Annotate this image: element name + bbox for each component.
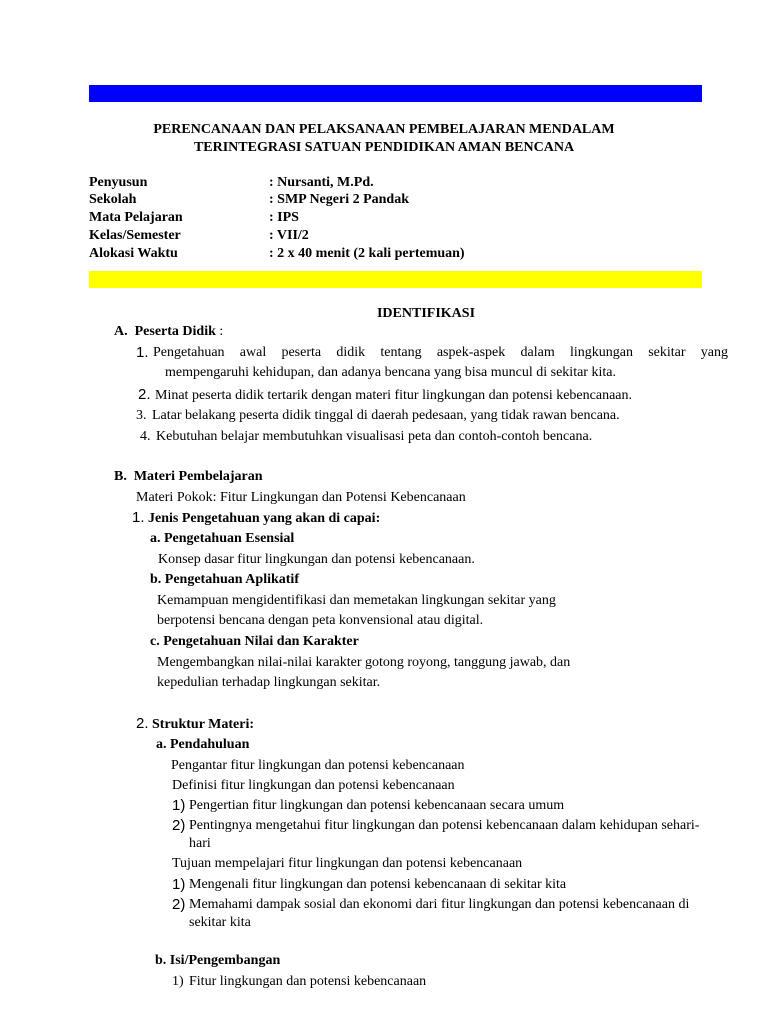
section-heading-identifikasi: IDENTIFIKASI — [376, 306, 476, 321]
list-number: 4. — [140, 429, 151, 444]
isi-title: b. Isi/Pengembangan — [155, 953, 281, 968]
list-number: 2) — [172, 817, 186, 834]
jenis-number: 1. — [132, 509, 145, 526]
aplikatif-text: berpotensi bencana dengan peta konvensional atau digital. — [157, 613, 484, 628]
section-a-heading — [114, 322, 223, 342]
list-item-text: Memahami dampak sosial dan ekonomi dari fitur lingkungan dan potensi kebencanaan di — [189, 897, 690, 912]
info-value-kelas: : VII/2 — [269, 228, 309, 243]
info-value-penyusun: : Nursanti, M.Pd. — [269, 175, 374, 190]
jenis-heading — [132, 508, 380, 529]
info-label-sekolah: Sekolah — [89, 192, 137, 207]
pengantar-text: Pengantar fitur lingkungan dan potensi kebencanaan — [171, 758, 465, 773]
tujuan-text: Tujuan mempelajari fitur lingkungan dan potensi kebencanaan — [172, 856, 523, 871]
list-item-text: Mengenali fitur lingkungan dan potensi kebencanaan di sekitar kita — [189, 877, 567, 892]
jenis-title: Jenis Pengetahuan yang akan di capai: — [148, 511, 381, 526]
list-item-text: mempengaruhi kehidupan, dan adanya bencana yang bisa muncul di sekitar kita. — [165, 365, 616, 380]
esensial-text: Konsep dasar fitur lingkungan dan potensi kebencanaan. — [158, 552, 475, 567]
info-value-mapel: : IPS — [269, 210, 299, 225]
list-item-text: Pengetahuan awal peserta didik tentang aspek-aspek dalam lingkungan sekitar yang — [153, 345, 728, 360]
info-value-alokasi: : 2 x 40 menit (2 kali pertemuan) — [269, 246, 465, 261]
section-a-marker: A. — [114, 324, 128, 339]
materi-pokok: Materi Pokok: Fitur Lingkungan dan Potensi Kebencanaan — [136, 490, 466, 505]
list-item-text: Fitur lingkungan dan potensi kebencanaan — [189, 974, 427, 989]
struktur-title: Struktur Materi: — [152, 717, 255, 732]
list-number: 2. — [138, 386, 151, 403]
esensial-title: a. Pengetahuan Esensial — [150, 531, 295, 546]
nilai-text: Mengembangkan nilai-nilai karakter gotong royong, tanggung jawab, dan — [157, 655, 571, 670]
info-label-alokasi: Alokasi Waktu — [89, 246, 178, 261]
section-a-colon: : — [215, 324, 224, 339]
document-title-line2: TERINTEGRASI SATUAN PENDIDIKAN AMAN BENCANA — [193, 140, 575, 155]
struktur-number: 2. — [136, 715, 149, 732]
list-number: 1) — [172, 797, 186, 814]
info-label-kelas: Kelas/Semester — [89, 228, 181, 243]
info-label-mapel: Mata Pelajaran — [89, 210, 183, 225]
document-title-line1: PERENCANAAN DAN PELAKSANAAN PEMBELAJARAN MENDALAM — [153, 122, 615, 137]
info-label-penyusun: Penyusun — [89, 175, 148, 190]
pendahuluan-title: a. Pendahuluan — [156, 737, 250, 752]
section-a-title: Peserta Didik — [134, 324, 216, 339]
header-blue-bar — [89, 85, 702, 102]
nilai-title: c. Pengetahuan Nilai dan Karakter — [150, 634, 359, 649]
list-item-text: sekitar kita — [189, 915, 251, 930]
list-item-text: Pentingnya mengetahui fitur lingkungan dan potensi kebencanaan dalam kehidupan sehari- — [189, 818, 700, 833]
struktur-heading — [136, 714, 254, 735]
list-item-text: Minat peserta didik tertarik dengan materi fitur lingkungan dan potensi kebencanaan. — [155, 388, 633, 403]
list-item-text: Kebutuhan belajar membutuhkan visualisasi peta dan contoh-contoh bencana. — [156, 429, 593, 444]
nilai-text: kepedulian terhadap lingkungan sekitar. — [157, 675, 381, 690]
list-number: 1) — [172, 876, 186, 893]
list-number: 1. — [136, 344, 149, 361]
section-b-heading — [114, 467, 263, 487]
info-value-sekolah: : SMP Negeri 2 Pandak — [269, 192, 409, 207]
header-yellow-bar — [89, 271, 702, 288]
aplikatif-title: b. Pengetahuan Aplikatif — [150, 572, 299, 587]
definisi-text: Definisi fitur lingkungan dan potensi kebencanaan — [172, 778, 455, 793]
list-item-text: Latar belakang peserta didik tinggal di daerah pedesaan, yang tidak rawan bencana. — [152, 408, 620, 423]
list-item-text: Pengertian fitur lingkungan dan potensi kebencanaan secara umum — [189, 798, 565, 813]
section-b-title: Materi Pembelajaran — [133, 469, 263, 484]
list-number: 1) — [172, 974, 184, 989]
aplikatif-text: Kemampuan mengidentifikasi dan memetakan lingkungan sekitar yang — [157, 593, 556, 608]
section-b-marker: B. — [114, 469, 127, 484]
list-item-text: hari — [189, 836, 211, 851]
list-number: 2) — [172, 896, 186, 913]
list-number: 3. — [136, 408, 147, 423]
